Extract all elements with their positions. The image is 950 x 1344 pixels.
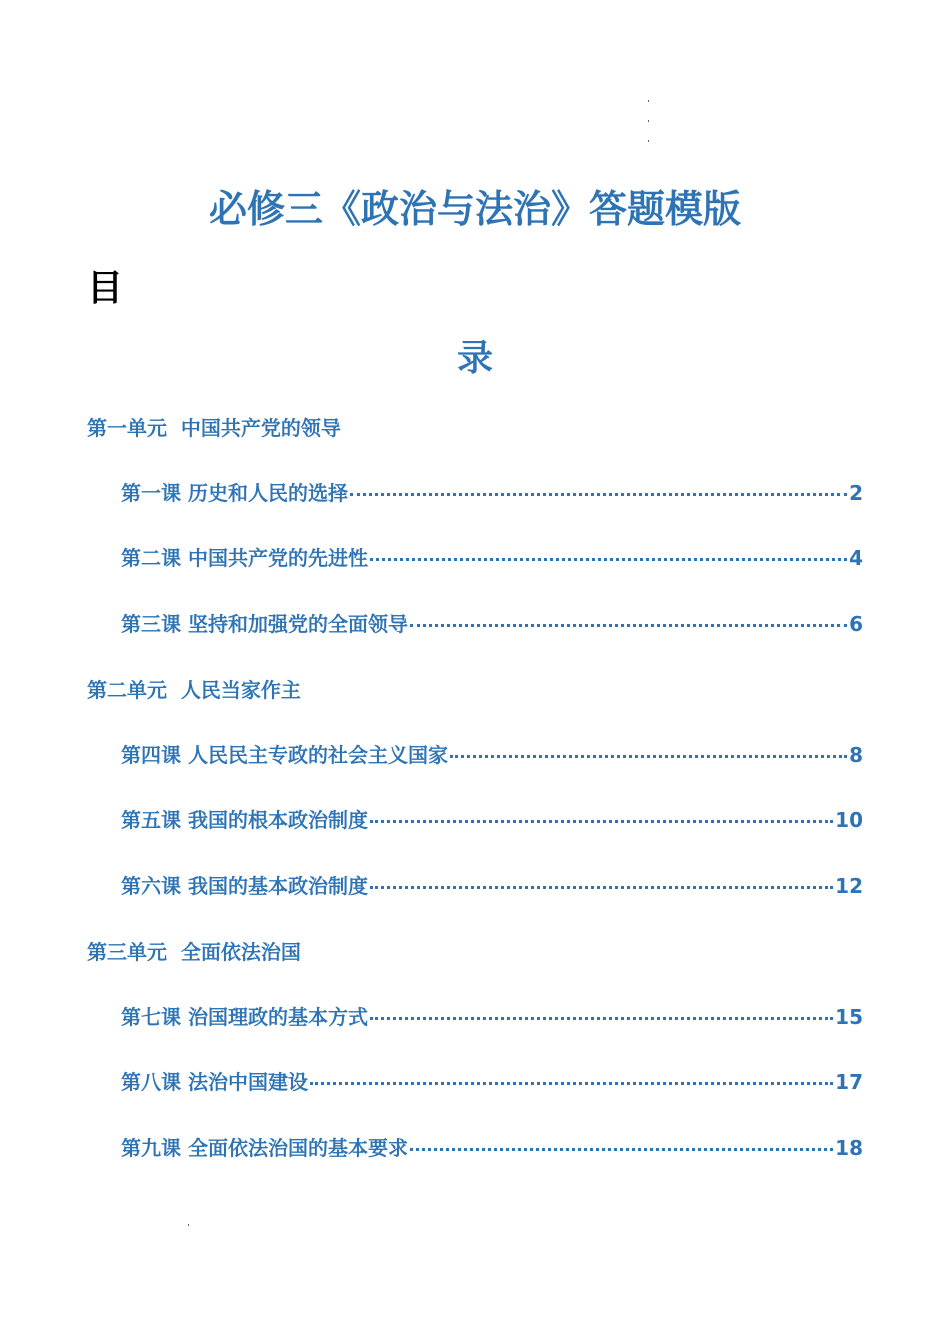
toc-entry[interactable]: [121, 1132, 863, 1161]
toc-leader-dots: [410, 1148, 833, 1151]
toc-entry[interactable]: [121, 1066, 863, 1095]
page-mark: [648, 140, 649, 142]
toc-page-number: 8: [849, 743, 863, 767]
toc-heading-char-1: 目: [87, 268, 124, 309]
document-title: 必修三《政治与法治》答题模版: [208, 187, 741, 231]
toc-entry[interactable]: [121, 608, 863, 637]
toc-entry-title: 第五课 我国的根本政治制度: [121, 808, 368, 832]
toc-leader-dots: [450, 755, 847, 758]
toc-leader-dots: [410, 624, 847, 627]
toc-entry[interactable]: [121, 1001, 863, 1030]
toc-page-number: 2: [849, 481, 863, 505]
toc-page-number: 12: [835, 874, 863, 898]
toc-page-number: 17: [835, 1070, 863, 1094]
toc-page-number: 10: [835, 808, 863, 832]
toc-entry[interactable]: [121, 739, 863, 768]
toc-entry-title: 第九课 全面依法治国的基本要求: [121, 1136, 408, 1160]
toc-entry[interactable]: [121, 870, 863, 899]
page-mark: [648, 120, 649, 122]
toc-leader-dots: [370, 886, 833, 889]
toc-page-number: 6: [849, 612, 863, 636]
toc-entry-title: 第三课 坚持和加强党的全面领导: [121, 612, 408, 636]
toc-entry-title: 第二课 中国共产党的先进性: [121, 546, 368, 570]
toc-unit-2[interactable]: 第二单元 人民当家作主: [87, 678, 301, 702]
toc-unit-1[interactable]: 第一单元 中国共产党的领导: [87, 416, 341, 440]
toc-entry-title: 第一课 历史和人民的选择: [121, 481, 348, 505]
toc-leader-dots: [350, 493, 847, 496]
toc-unit-3[interactable]: 第三单元 全面依法治国: [87, 940, 301, 964]
toc-page-number: 4: [849, 546, 863, 570]
toc-heading-char-2: 录: [456, 338, 493, 379]
toc-leader-dots: [370, 820, 833, 823]
toc-entry[interactable]: [121, 542, 863, 571]
toc-entry-title: 第六课 我国的基本政治制度: [121, 874, 368, 898]
toc-leader-dots: [370, 1017, 833, 1020]
toc-page-number: 18: [835, 1136, 863, 1160]
toc-entry[interactable]: [121, 477, 863, 506]
toc-page-number: 15: [835, 1005, 863, 1029]
toc-entry-title: 第七课 治国理政的基本方式: [121, 1005, 368, 1029]
toc-entry[interactable]: [121, 804, 863, 833]
page-mark: [648, 100, 649, 102]
toc-leader-dots: [370, 558, 847, 561]
toc-entry-title: 第八课 法治中国建设: [121, 1070, 308, 1094]
toc-leader-dots: [310, 1082, 833, 1085]
page-mark: [188, 1224, 189, 1226]
toc-entry-title: 第四课 人民民主专政的社会主义国家: [121, 743, 448, 767]
